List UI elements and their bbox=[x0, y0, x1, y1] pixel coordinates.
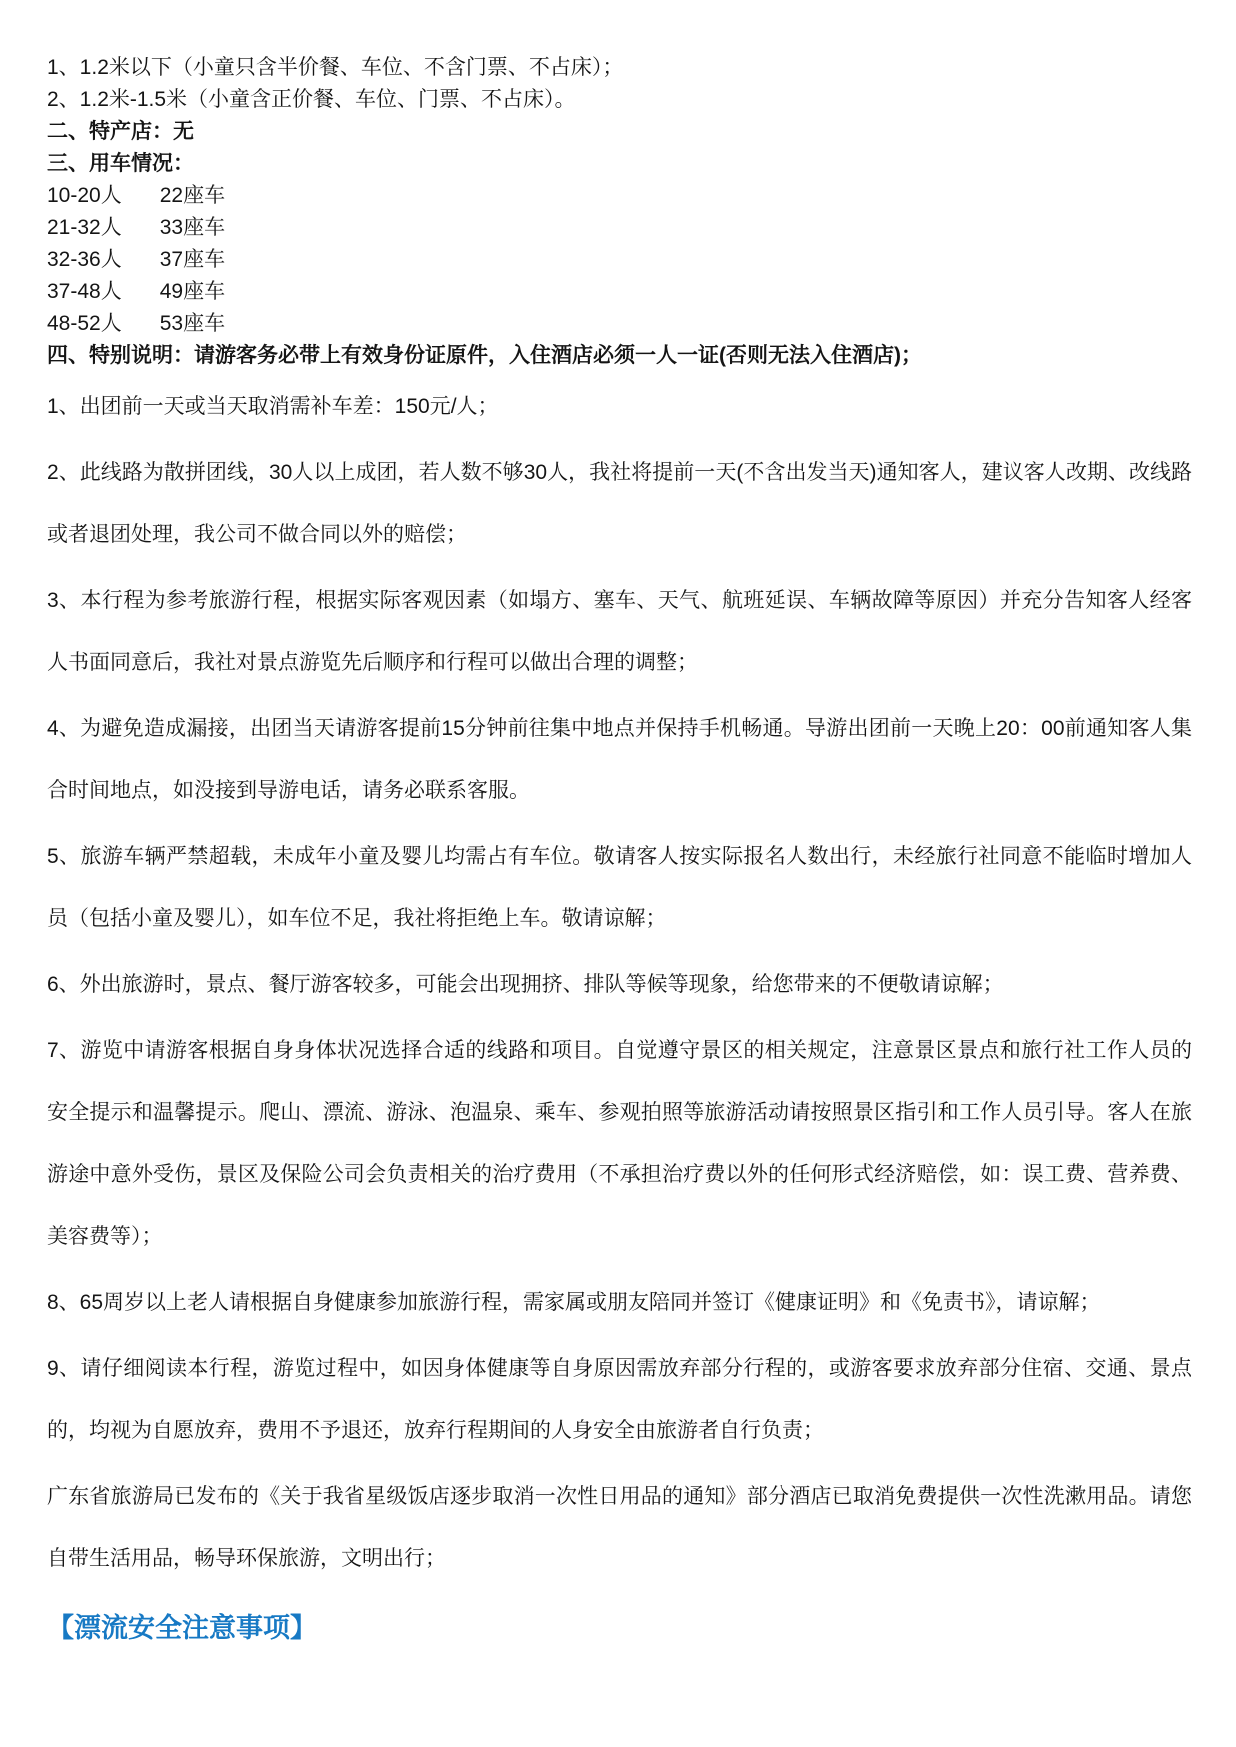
vehicle-row bbox=[47, 212, 1192, 244]
note-paragraph-2: 2、此线路为散拼团线，30人以上成团，若人数不够30人，我社将提前一天(不含出发当天)通知客人，建议客人改期、改线路或者退团处理，我公司不做合同以外的赔偿； bbox=[47, 461, 1192, 546]
pax-range: 32-36人 bbox=[47, 248, 122, 271]
note-paragraph-hotel-amenities: 广东省旅游局已发布的《关于我省星级饭店逐步取消一次性日用品的通知》部分酒店已取消免费提供一次性洗漱用品。请您自带生活用品，畅导环保旅游，文明出行； bbox=[47, 1485, 1192, 1570]
policy-and-vehicle-section bbox=[47, 52, 1192, 372]
note-paragraph-6: 6、外出旅游时，景点、餐厅游客较多，可能会出现拥挤、排队等候等现象，给您带来的不便敬请谅解； bbox=[47, 973, 1004, 996]
bus-size: 22座车 bbox=[159, 184, 226, 207]
special-note-heading: 四、特别说明：请游客务必带上有效身份证原件，入住酒店必须一人一证(否则无法入住酒店)； bbox=[47, 344, 922, 367]
child-policy-item-2: 2、1.2米-1.5米（小童含正价餐、车位、门票、不占床）。 bbox=[47, 88, 576, 111]
pax-range: 21-32人 bbox=[47, 216, 122, 239]
note-paragraph-8: 8、65周岁以上老人请根据自身健康参加旅游行程，需家属或朋友陪同并签订《健康证明》和《免责书》，请谅解； bbox=[47, 1291, 1101, 1314]
child-policy-item-1: 1、1.2米以下（小童只含半价餐、车位、不含门票、不占床）； bbox=[47, 56, 624, 79]
shop-heading: 二、特产店：无 bbox=[47, 120, 194, 143]
bus-size: 37座车 bbox=[159, 248, 226, 271]
notes-section bbox=[47, 376, 1192, 1590]
pax-range: 48-52人 bbox=[47, 312, 122, 335]
vehicle-row bbox=[47, 244, 1192, 276]
bus-size: 49座车 bbox=[159, 280, 226, 303]
vehicle-heading: 三、用车情况： bbox=[47, 152, 194, 175]
pax-range: 10-20人 bbox=[47, 184, 122, 207]
note-paragraph-1: 1、出团前一天或当天取消需补车差：150元/人； bbox=[47, 395, 499, 418]
pax-range: 37-48人 bbox=[47, 280, 122, 303]
vehicle-row bbox=[47, 180, 1192, 212]
vehicle-row bbox=[47, 308, 1192, 340]
vehicle-row bbox=[47, 276, 1192, 308]
note-paragraph-9: 9、请仔细阅读本行程，游览过程中，如因身体健康等自身原因需放弃部分行程的，或游客要求放弃部分住宿、交通、景点的，均视为自愿放弃，费用不予退还，放弃行程期间的人身安全由旅游者自行负责； bbox=[47, 1357, 1192, 1442]
rafting-safety-heading: 【漂流安全注意事项】 bbox=[47, 1613, 317, 1643]
note-paragraph-3: 3、本行程为参考旅游行程，根据实际客观因素（如塌方、塞车、天气、航班延误、车辆故障等原因）并充分告知客人经客人书面同意后，我社对景点游览先后顺序和行程可以做出合理的调整； bbox=[47, 589, 1192, 674]
bus-size: 53座车 bbox=[159, 312, 226, 335]
note-paragraph-7: 7、游览中请游客根据自身身体状况选择合适的线路和项目。自觉遵守景区的相关规定，注意景区景点和旅行社工作人员的安全提示和温馨提示。爬山、漂流、游泳、泡温泉、乘车、参观拍照等旅游活动请按照景区指引和工作人员引导。客人在旅游途中意外受伤，景区及保险公司会负责相关的治疗费用（不承担治疗费以外的任何形式经济赔偿，如：误工费、营养费、美容费等）； bbox=[47, 1039, 1192, 1248]
bus-size: 33座车 bbox=[159, 216, 226, 239]
note-paragraph-5: 5、旅游车辆严禁超载，未成年小童及婴儿均需占有车位。敬请客人按实际报名人数出行，未经旅行社同意不能临时增加人员（包括小童及婴儿），如车位不足，我社将拒绝上车。敬请谅解； bbox=[47, 845, 1192, 930]
note-paragraph-4: 4、为避免造成漏接，出团当天请游客提前15分钟前往集中地点并保持手机畅通。导游出团前一天晚上20：00前通知客人集合时间地点，如没接到导游电话，请务必联系客服。 bbox=[47, 717, 1192, 802]
